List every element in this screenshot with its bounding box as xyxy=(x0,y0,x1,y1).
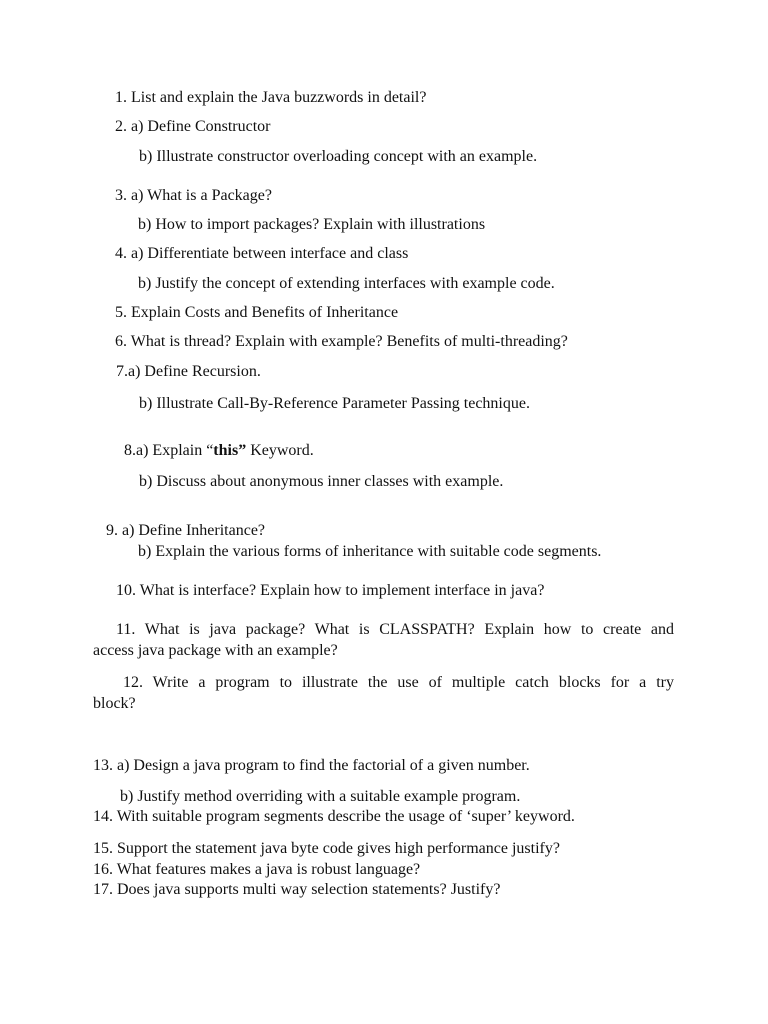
question-9b: b) Explain the various forms of inheritance with suitable code segments. xyxy=(138,543,602,560)
question-3a: 3. a) What is a Package? xyxy=(115,187,272,204)
question-4b: b) Justify the concept of extending interfaces with example code. xyxy=(138,275,555,292)
question-16: 16. What features makes a java is robust language? xyxy=(93,861,421,878)
question-2b: b) Illustrate constructor overloading concept with an example. xyxy=(139,148,538,165)
question-7a: 7.a) Define Recursion. xyxy=(116,363,261,380)
question-8a xyxy=(124,441,314,461)
question-11-line-1: 11. What is java package? What is CLASSPATH? Explain how to create and xyxy=(116,621,674,638)
question-12-line-2: block? xyxy=(93,695,136,712)
question-11-line-2: access java package with an example? xyxy=(93,642,338,659)
question-6: 6. What is thread? Explain with example? Benefits of multi-threading? xyxy=(115,333,568,350)
this-keyword: this” xyxy=(213,442,247,459)
question-1: 1. List and explain the Java buzzwords in detail? xyxy=(115,89,427,106)
question-10: 10. What is interface? Explain how to implement interface in java? xyxy=(116,582,545,599)
question-12 xyxy=(93,672,674,714)
question-8a-prefix: 8.a) Explain “ xyxy=(124,442,214,459)
question-5: 5. Explain Costs and Benefits of Inheritance xyxy=(115,304,399,321)
question-15: 15. Support the statement java byte code gives high performance justify? xyxy=(93,840,560,857)
question-2a: 2. a) Define Constructor xyxy=(115,118,271,135)
question-8a-suffix: Keyword. xyxy=(246,442,314,459)
question-4a: 4. a) Differentiate between interface and class xyxy=(115,245,409,262)
question-14: 14. With suitable program segments describe the usage of ‘super’ keyword. xyxy=(93,808,575,825)
question-8b: b) Discuss about anonymous inner classes with example. xyxy=(139,473,504,490)
question-9a: 9. a) Define Inheritance? xyxy=(106,522,266,539)
question-12-line-1: 12. Write a program to illustrate the use of multiple catch blocks for a try xyxy=(123,674,674,691)
question-17: 17. Does java supports multi way selection statements? Justify? xyxy=(93,881,501,898)
question-11 xyxy=(93,619,674,661)
question-13b: b) Justify method overriding with a suitable example program. xyxy=(120,788,521,805)
question-13a: 13. a) Design a java program to find the factorial of a given number. xyxy=(93,757,530,774)
question-3b: b) How to import packages? Explain with illustrations xyxy=(138,216,486,233)
question-7b: b) Illustrate Call-By-Reference Parameter Passing technique. xyxy=(139,395,530,412)
